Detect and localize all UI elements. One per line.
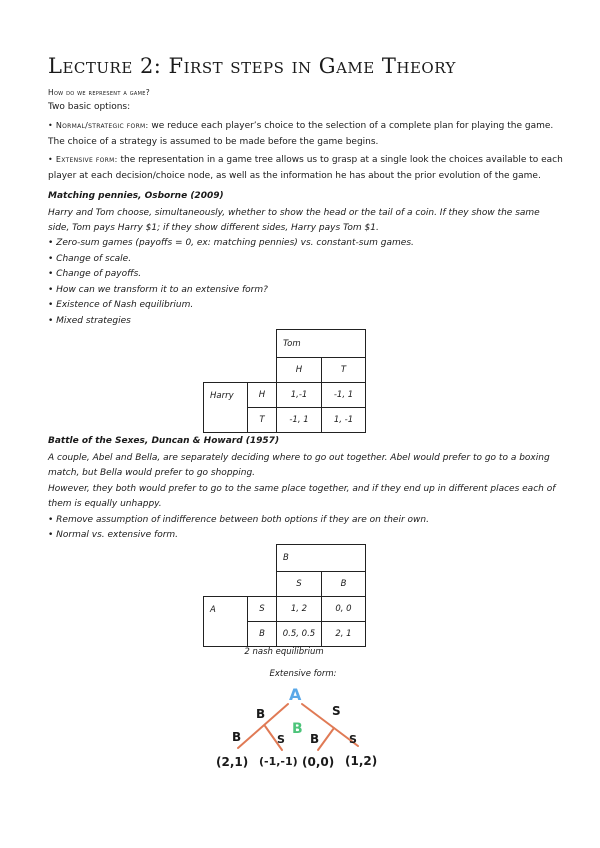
extensive-form-term: • Extensive form: (48, 155, 118, 164)
leaf-branch-label: S (277, 733, 285, 746)
col-header: B (322, 572, 366, 597)
table-row (204, 383, 366, 408)
row-header: H (248, 383, 277, 408)
row-player-label: Harry (204, 383, 248, 433)
normal-form-term: • Normal/strategic form: (48, 121, 149, 130)
root-node-label: A (289, 685, 302, 704)
payoff-cell: 1,-1 (277, 383, 322, 408)
col-header: T (322, 358, 366, 383)
extensive-form-text-1: the representation in a game tree allows us to grasp at a single look the choices available to each (117, 155, 563, 165)
payoff-cell: 2, 1 (322, 622, 366, 647)
branch-label-left: B (256, 707, 266, 721)
battle-desc-1: A couple, Abel and Bella, are separately deciding where to go out together. Abel would prefer to go to a boxing (48, 453, 550, 463)
payoff-label: (-1,-1) (259, 755, 298, 768)
section-subtitle: How do we represent a game? (48, 88, 151, 97)
normal-form-text-1: we reduce each player’s choice to the selection of a complete plan for playing the game. (148, 121, 554, 131)
leaf-branch-label: B (232, 730, 242, 744)
table-row (204, 330, 366, 358)
branch-label-right: S (332, 704, 341, 718)
tree-edge (318, 728, 334, 750)
matching-bullet: • Zero-sum games (payoffs = 0, ex: matching pennies) vs. constant-sum games. (48, 238, 414, 248)
battle-bullet: • Remove assumption of indifference between both options if they are on their own. (48, 515, 429, 525)
matching-desc-1: Harry and Tom choose, simultaneously, whether to show the head or the tail of a coin. If they show the same (48, 208, 540, 218)
battle-desc-4: them is equally unhappy. (48, 499, 162, 509)
col-header: H (277, 358, 322, 383)
payoff-cell: -1, 1 (277, 408, 322, 433)
payoff-cell: 0.5, 0.5 (277, 622, 322, 647)
matching-bullet: • Existence of Nash equilibrium. (48, 300, 194, 310)
battle-desc-2: match, but Bella would prefer to go shopping. (48, 468, 256, 478)
payoff-cell: -1, 1 (322, 383, 366, 408)
table-row (204, 572, 366, 597)
table-row (204, 545, 366, 572)
row-header: T (248, 408, 277, 433)
col-player-label: B (277, 545, 366, 572)
leaf-branch-label: S (349, 733, 357, 746)
payoff-label: (1,2) (345, 754, 378, 768)
intro-text: Two basic options: (48, 102, 131, 112)
matching-bullet: • Change of payoffs. (48, 269, 142, 279)
col-header: S (277, 572, 322, 597)
payoff-cell: 0, 0 (322, 597, 366, 622)
matching-bullet: • Mixed strategies (48, 316, 131, 326)
payoff-cell: 1, 2 (277, 597, 322, 622)
matching-pennies-table (203, 329, 366, 433)
page-title: Lecture 2: First steps in Game Theory (48, 54, 456, 78)
matching-bullet: • How can we transform it to an extensive form? (48, 285, 268, 295)
matching-heading: Matching pennies, Osborne (2009) (48, 191, 224, 201)
extensive-form-line-2: player at each decision/choice node, as well as the information he has about the prior evolution of the game. (48, 171, 541, 181)
row-player-label: A (204, 597, 248, 647)
normal-form-line-2: The choice of a strategy is assumed to be made before the game begins. (48, 137, 379, 147)
battle-heading: Battle of the Sexes, Duncan & Howard (1957) (48, 436, 280, 446)
extensive-caption: Extensive form: (269, 669, 337, 679)
payoff-label: (0,0) (302, 755, 335, 769)
game-tree-diagram (210, 680, 390, 775)
battle-of-sexes-table (203, 544, 366, 647)
col-player-label: Tom (277, 330, 366, 358)
battle-desc-3: However, they both would prefer to go to the same place together, and if they end up in different places each of (48, 484, 556, 494)
table-row (204, 358, 366, 383)
matching-bullet: • Change of scale. (48, 254, 132, 264)
nash-caption: 2 nash equilibrium (244, 647, 324, 657)
payoff-label: (2,1) (216, 755, 249, 769)
extensive-form-line-1 (48, 153, 563, 167)
matching-desc-2: side, Tom pays Harry $1; if they show different sides, Harry pays Tom $1. (48, 223, 379, 233)
row-header: B (248, 622, 277, 647)
table-row (204, 597, 366, 622)
row-header: S (248, 597, 277, 622)
normal-form-line-1 (48, 119, 553, 133)
leaf-branch-label: B (310, 732, 320, 746)
payoff-cell: 1, -1 (322, 408, 366, 433)
inner-node-label: B (292, 721, 303, 737)
battle-bullet: • Normal vs. extensive form. (48, 530, 179, 540)
